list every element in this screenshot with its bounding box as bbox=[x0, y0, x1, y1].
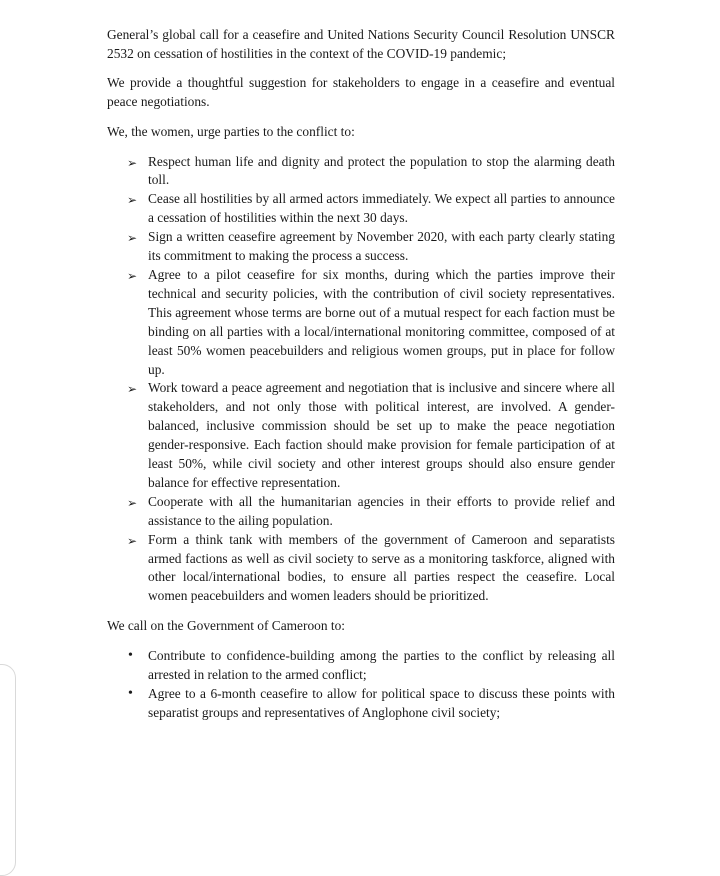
urge-heading: We, the women, urge parties to the conflict to: bbox=[107, 123, 355, 139]
arrow-bullet-icon: ➢ bbox=[127, 382, 138, 397]
intro-paragraph: General’s global call for a ceasefire and United Nations Security Council Resolution UNSCR 2532 on cessation of hostilities in the context of the COVID-19 pandemic; bbox=[107, 27, 615, 61]
list-item-text: Sign a written ceasefire agreement by November 2020, with each party clearly stating its commitment to making the process a success. bbox=[148, 229, 615, 264]
list-item-text: Form a think tank with members of the government of Cameroon and separatists armed factions as well as civil society to serve as a monitoring taskforce, aligned with other local/international bodies, to ensure all parties respect the ceasefire. Local women peacebuilders and women leaders should be prioritized. bbox=[148, 531, 615, 604]
arrow-bullet-icon: ➢ bbox=[127, 193, 138, 208]
list-item-text: Work toward a peace agreement and negotiation that is inclusive and sincere where all stakeholders, and not only those with political interest, are involved. A gender-balanced, inclusive commission should be set up to make the peace negotiation gender-responsive. Each faction should make provision for female participation of at least 50%, while civil society and other interest groups should also ensure gender balance for effective representation. bbox=[148, 380, 615, 490]
list-item bbox=[107, 379, 615, 492]
list-item bbox=[107, 493, 615, 531]
arrow-bullet-icon: ➢ bbox=[127, 495, 138, 510]
list-item bbox=[107, 647, 615, 685]
list-item bbox=[107, 531, 615, 607]
government-heading: We call on the Government of Cameroon to: bbox=[107, 618, 346, 634]
round-bullet-icon: • bbox=[128, 648, 133, 664]
arrow-bullet-icon: ➢ bbox=[127, 155, 138, 170]
list-item-text: Agree to a 6-month ceasefire to allow for political space to discuss these points with separatist groups and representatives of Anglophone civil society; bbox=[148, 686, 615, 720]
list-item bbox=[107, 685, 615, 723]
arrow-bullet-icon: ➢ bbox=[127, 268, 138, 283]
list-item-text: Cease all hostilities by all armed actors immediately. We expect all parties to announce a cessation of hostilities within the next 30 days. bbox=[148, 191, 615, 226]
list-item bbox=[107, 266, 615, 379]
list-item bbox=[107, 190, 615, 228]
document-page bbox=[107, 26, 615, 734]
list-item bbox=[107, 228, 615, 266]
list-item-text: Contribute to confidence-building among the parties to the conflict by releasing all arrested in relation to the armed conflict; bbox=[148, 648, 615, 683]
suggestion-paragraph: We provide a thoughtful suggestion for stakeholders to engage in a ceasefire and eventual peace negotiations. bbox=[107, 74, 615, 109]
government-list bbox=[107, 647, 615, 723]
parties-list bbox=[107, 153, 615, 607]
list-item-text: Cooperate with all the humanitarian agencies in their efforts to provide relief and assistance to the ailing population. bbox=[148, 493, 615, 528]
round-bullet-icon: • bbox=[128, 686, 133, 701]
side-panel-edge bbox=[0, 664, 16, 876]
list-item bbox=[107, 153, 615, 191]
list-item-text: Respect human life and dignity and protect the population to stop the alarming death toll. bbox=[148, 153, 615, 188]
arrow-bullet-icon: ➢ bbox=[127, 533, 138, 548]
list-item-text: Agree to a pilot ceasefire for six months, during which the parties improve their technical and security policies, with the contribution of civil society representatives. This agreement whose terms are borne out of a mutual respect for each faction must be binding on all parties with a local/international monitoring committee, composed of at least 50% women peacebuilders and religious women groups, put in place for follow up. bbox=[148, 266, 615, 377]
arrow-bullet-icon: ➢ bbox=[127, 231, 138, 246]
